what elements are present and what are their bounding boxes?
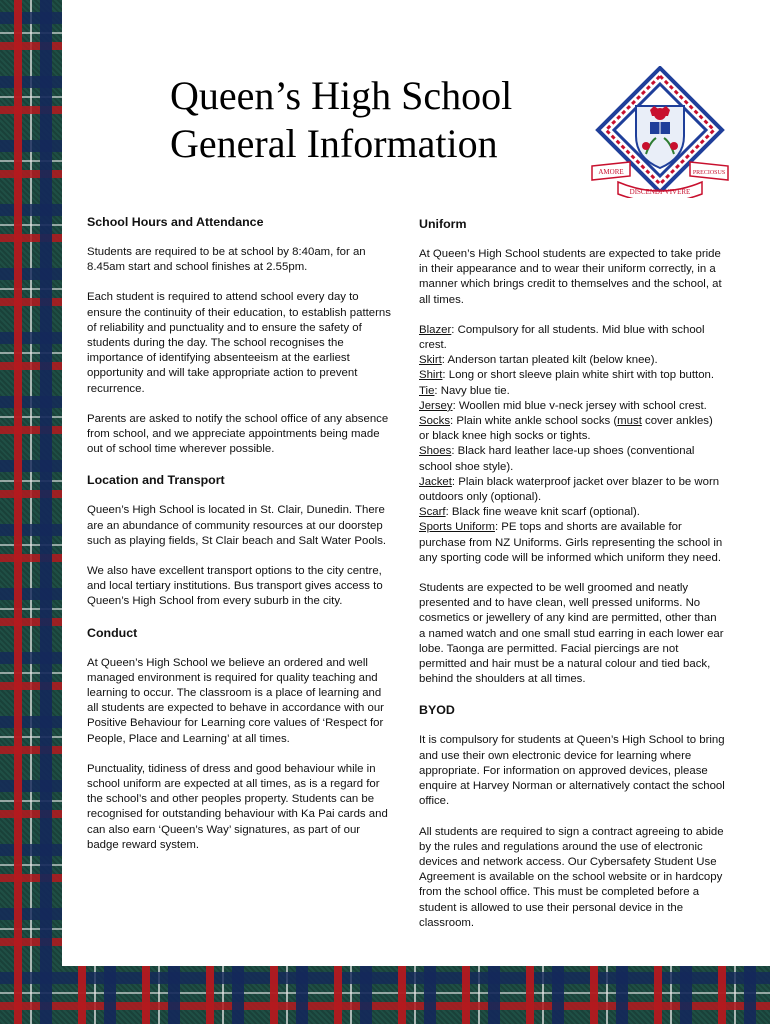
conduct-heading: Conduct — [87, 625, 138, 640]
hours-heading: School Hours and Attendance — [87, 215, 264, 229]
hours-paragraph-2: Each student is required to attend school every day to ensure the continuity of their education, to establish patterns of reliability and punctuality and to ensure the safety of students during the day. The school recognises the importance of identifying absenteeism at the earliest opportunity and will take appropriate action to prevent recurrence. — [87, 291, 391, 395]
uniform-item — [419, 323, 725, 353]
uniform-heading: Uniform — [419, 217, 467, 231]
page-title — [170, 72, 512, 168]
uniform-item-text: : Black fine weave knit scarf (optional). — [445, 506, 640, 519]
crest-banner-left: AMORE — [598, 168, 624, 176]
right-column — [419, 216, 725, 946]
uniform-item-text: : Woollen mid blue v-neck jersey with school crest. — [452, 399, 707, 412]
uniform-item — [419, 414, 725, 444]
location-heading: Location and Transport — [87, 473, 225, 488]
uniform-item-text-after: cover ankles) or black knee high socks or tights. — [419, 415, 713, 443]
uniform-item-text: : Anderson tartan pleated kilt (below knee). — [441, 354, 658, 367]
uniform-item-label: Socks — [419, 415, 451, 428]
uniform-intro: At Queen’s High School students are expected to take pride in their appearance and to wear their uniform correctly, in a manner which brings credit to themselves and the school, at all times. — [419, 248, 722, 306]
title-line-2: General Information — [170, 121, 498, 166]
uniform-item-label: Jacket — [419, 475, 452, 488]
uniform-item-label: Jersey — [419, 399, 453, 412]
byod-paragraph-2: All students are required to sign a contract agreeing to abide by the rules and regulations around the use of electronic devices and network access. Our Cybersafety Student Use Agreement is available on the school website or in hardcopy from the school office. This must be completed before a student is allowed to use their personal device in the classroom. — [419, 825, 724, 929]
byod-heading: BYOD — [419, 703, 455, 718]
uniform-item-label: Tie — [419, 384, 435, 397]
uniform-item-text: : PE tops and shorts are available for purchase from NZ Uniforms. Girls representing the school in any sporting code will be informed which uniform they need. — [419, 521, 723, 564]
uniform-item — [419, 444, 725, 474]
uniform-item-text: : Black hard leather lace-up shoes (conventional school shoe style). — [419, 445, 695, 473]
hours-paragraph-3: Parents are asked to notify the school office of any absence from school, and we appreciate appointments being made out of school time wherever possible. — [87, 412, 389, 456]
grooming-paragraph: Students are expected to be well groomed and neatly presented and to have clean, well pressed uniforms. No cosmetics or jewellery of any kind are permitted, other than a named watch and one small stud earring in each lower ear lobe. Taonga are permitted. Facial piercings are not permitted and hair must be a natural colour and tied back, behind the shoulders at all times. — [419, 582, 724, 686]
conduct-paragraph-2: Punctuality, tidiness of dress and good behaviour while in school uniform are expected at all times, as is a regard for the school’s and other peoples property. Students can be recognised for outstanding behaviour with Ka Pai cards and can also earn ‘Queen’s Way’ signatures, as part of our badge reward system. — [87, 762, 388, 851]
uniform-item-label: Blazer — [419, 323, 452, 336]
uniform-item-label: Sports Uniform — [419, 521, 495, 534]
uniform-item-emphasis: must — [617, 415, 642, 428]
uniform-item — [419, 475, 725, 505]
crest-banner-right: PRECIOSUS — [692, 170, 726, 176]
uniform-item-text: : Plain black waterproof jacket over blazer to be worn outdoors only (optional). — [419, 475, 720, 504]
byod-paragraph-1: It is compulsory for students at Queen’s High School to bring and use their own electronic device for learning where appropriate. For information on approved devices, please enquire at Harvey Norman or alternatively contact the school office. — [419, 734, 725, 808]
title-line-1: Queen’s High School — [170, 73, 513, 118]
uniform-item-label: Shoes — [419, 445, 452, 458]
left-column — [87, 214, 393, 868]
uniform-item — [419, 520, 725, 566]
uniform-list — [419, 323, 725, 566]
location-paragraph-1: Queen’s High School is located in St. Clair, Dunedin. There are an abundance of community resources at our doorstep such as playing fields, St Clair beach and Salt Water Pools. — [87, 504, 387, 547]
uniform-item-label: Shirt — [419, 369, 443, 382]
conduct-paragraph-1: At Queen’s High School we believe an ordered and well managed environment is required for quality teaching and learning to occur. The classroom is a place of learning and all students are expected to behave in accordance with our Positive Behaviour for Learning core values of ‘Respect for People, Place and Learning’ at all times. — [87, 656, 384, 745]
tartan-border-left — [0, 0, 62, 1024]
uniform-item-text-before: : Plain white ankle school socks ( — [450, 415, 618, 428]
uniform-item-text: : Long or short sleeve plain white shirt with top button. — [442, 369, 715, 382]
crest-banner-bottom: DISCENDI·VIVERE — [629, 188, 691, 196]
uniform-item-text: : Navy blue tie. — [434, 384, 510, 397]
hours-paragraph-1: Students are required to be at school by 8:40am, for an 8.45am start and school finishes at 2.55pm. — [87, 246, 366, 274]
uniform-item — [419, 353, 725, 368]
uniform-item-text: : Compulsory for all students. Mid blue with school crest. — [419, 323, 705, 352]
uniform-item — [419, 368, 725, 383]
uniform-item-label: Scarf — [419, 506, 446, 519]
tartan-border-bottom — [0, 966, 770, 1024]
uniform-item-label: Skirt — [419, 354, 442, 367]
school-crest-logo — [590, 66, 730, 198]
location-paragraph-2: We also have excellent transport options to the city centre, and local tertiary institutions. Bus transport gives access to Queen’s High School from every suburb in the city. — [87, 565, 383, 608]
uniform-item — [419, 399, 725, 414]
uniform-item — [419, 384, 725, 399]
uniform-item — [419, 505, 725, 520]
